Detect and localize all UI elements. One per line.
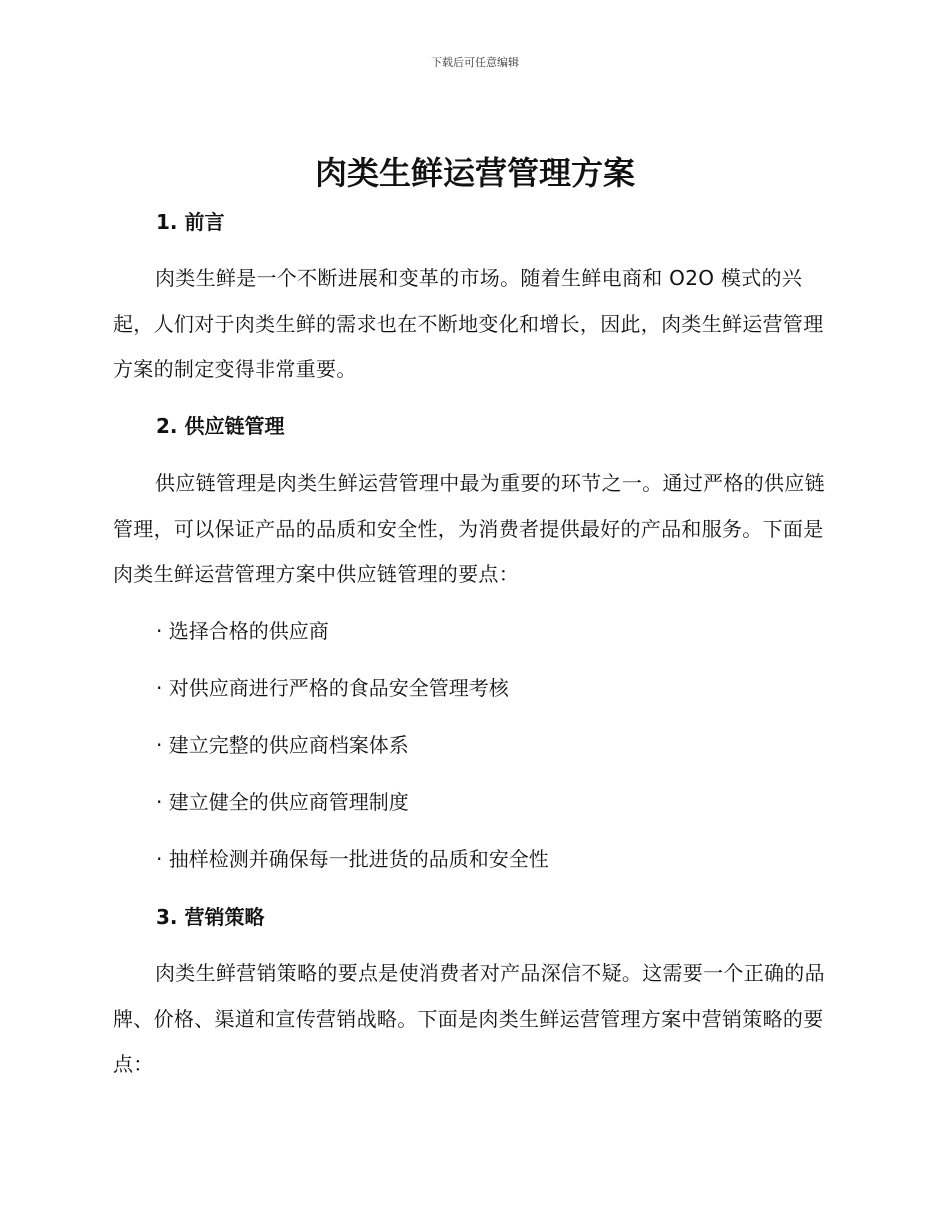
list-item-supply-3: · 建立完整的供应商档案体系: [156, 733, 409, 757]
paragraph-supply-chain: 供应链管理是肉类生鲜运营管理中最为重要的环节之一。通过严格的供应链管理，可以保证产品的品质和安全性，为消费者提供最好的产品和服务。下面是肉类生鲜运营管理方案中供应链管理的要点：: [113, 471, 825, 586]
paragraph-marketing: 肉类生鲜营销策略的要点是使消费者对产品深信不疑。这需要一个正确的品牌、价格、渠道和宣传营销战略。下面是肉类生鲜运营管理方案中营销策略的要点：: [113, 961, 825, 1076]
document-title: 肉类生鲜运营管理方案: [314, 154, 635, 192]
list-item-supply-4: · 建立健全的供应商管理制度: [156, 790, 409, 814]
list-item-supply-5: · 抽样检测并确保每一批进货的品质和安全性: [156, 847, 549, 871]
paragraph-preface: 肉类生鲜是一个不断进展和变革的市场。随着生鲜电商和 O2O 模式的兴起，人们对于肉类生鲜的需求也在不断地变化和增长，因此，肉类生鲜运营管理方案的制定变得非常重要。: [113, 266, 824, 381]
section-heading-supply-chain: 2. 供应链管理: [156, 414, 285, 438]
page-header-note: 下载后可任意编辑: [431, 56, 519, 69]
section-heading-preface: 1. 前言: [156, 210, 225, 234]
list-item-supply-1: · 选择合格的供应商: [156, 619, 329, 643]
list-item-supply-2: · 对供应商进行严格的食品安全管理考核: [156, 676, 509, 700]
section-heading-marketing: 3. 营销策略: [156, 905, 265, 929]
